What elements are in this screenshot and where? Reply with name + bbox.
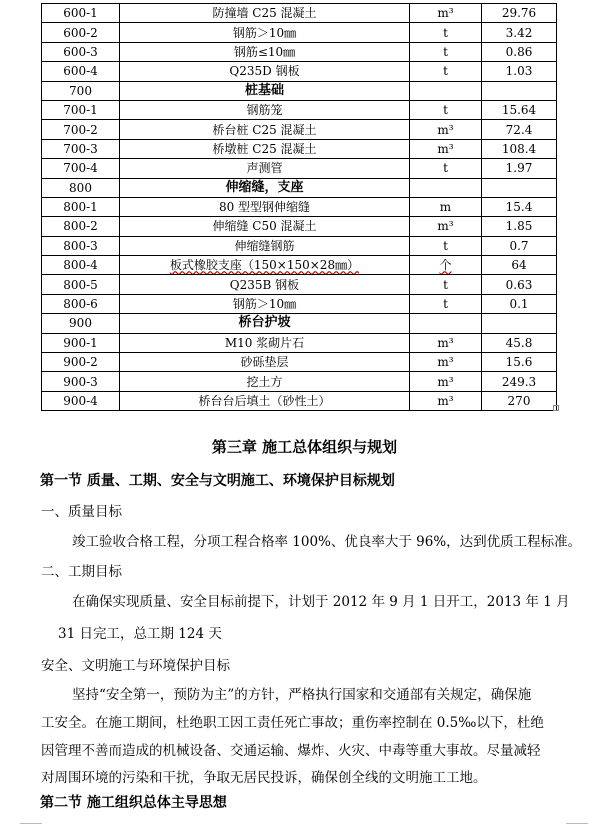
quantity-cell: 64: [482, 256, 557, 275]
unit-cell: [410, 178, 482, 197]
item-name-cell: 钢筋笼: [120, 100, 410, 119]
table-row: [42, 139, 557, 158]
table-row: [42, 62, 557, 81]
item-code-cell: 800: [42, 178, 120, 197]
item-name-cell: 挖土方: [120, 372, 410, 391]
unit-cell: t: [410, 294, 482, 313]
quantity-cell: 45.8: [482, 333, 557, 352]
unit-cell: m³: [410, 139, 482, 158]
item-name-cell: 桩基础: [120, 81, 410, 100]
section-1-title: 第一节 质量、工期、安全与文明施工、环境保护目标规划: [40, 473, 395, 489]
unit-cell: m³: [410, 4, 482, 23]
margin-mark-right: [566, 823, 588, 824]
table-section-row: [42, 81, 557, 100]
item-code-cell: 900-3: [42, 372, 120, 391]
item-name-cell: 钢筋＞10㎜: [120, 23, 410, 42]
item-code-cell: 600-2: [42, 23, 120, 42]
spellcheck-underlined-text: 板式橡胶支座（150×150×28㎜）: [169, 258, 360, 273]
item-name-cell: 伸缩缝，支座: [120, 178, 410, 197]
item-code-cell: 900-1: [42, 333, 120, 352]
table-row: [42, 217, 557, 236]
heading-schedule-goal: 二、工期目标: [41, 564, 122, 580]
table-row: [42, 100, 557, 119]
quantity-cell: [482, 314, 557, 333]
item-name-cell: M10 浆砌片石: [120, 333, 410, 352]
item-name-cell: Q235B 钢板: [120, 275, 410, 294]
table-row: [42, 23, 557, 42]
unit-cell: m³: [410, 217, 482, 236]
unit-cell: t: [410, 62, 482, 81]
table-row: [42, 333, 557, 352]
item-code-cell: 900-2: [42, 353, 120, 372]
item-code-cell: 600-1: [42, 4, 120, 23]
item-code-cell: 700-4: [42, 159, 120, 178]
item-code-cell: 900-4: [42, 391, 120, 410]
unit-cell: [410, 81, 482, 100]
unit-cell: m: [410, 197, 482, 216]
unit-cell: t: [410, 236, 482, 255]
paragraph-safety-line-2: 工安全。在施工期间，杜绝职工因工责任死亡事故；重伤率控制在 0.5‰以下，杜绝: [41, 715, 544, 731]
item-name-cell: 砂砾垫层: [120, 353, 410, 372]
quantity-cell: 15.6: [482, 353, 557, 372]
item-name-cell: 防撞墙 C25 混凝土: [120, 4, 410, 23]
chapter-title: 第三章 施工总体组织与规划: [211, 438, 398, 456]
table-section-row: [42, 314, 557, 333]
item-name-cell: Q235D 钢板: [120, 62, 410, 81]
item-name-cell: 钢筋＞10㎜: [120, 294, 410, 313]
unit-cell: t: [410, 275, 482, 294]
item-name-cell: 桥台护坡: [120, 314, 410, 333]
item-code-cell: 700-3: [42, 139, 120, 158]
unit-cell: t: [410, 100, 482, 119]
item-code-cell: 600-3: [42, 42, 120, 61]
table-row: [42, 197, 557, 216]
unit-cell: t: [410, 23, 482, 42]
item-name-cell: 声测管: [120, 159, 410, 178]
table-row: [42, 372, 557, 391]
unit-cell: m³: [410, 353, 482, 372]
item-code-cell: 700-2: [42, 120, 120, 139]
quantity-cell: 108.4: [482, 139, 557, 158]
item-name-cell: 桥墩桩 C25 混凝土: [120, 139, 410, 158]
unit-cell: m³: [410, 120, 482, 139]
unit-cell: m³: [410, 372, 482, 391]
item-name-cell: 桥台桩 C25 混凝土: [120, 120, 410, 139]
spellcheck-underlined-text: 个: [439, 258, 452, 273]
paragraph-safety-line-3: 因管理不善而造成的机械设备、交通运输、爆炸、火灾、中毒等重大事故。尽量减轻: [41, 743, 541, 759]
item-name-cell: 桥台台后填土（砂性土）: [120, 391, 410, 410]
item-code-cell: 900: [42, 314, 120, 333]
item-code-cell: 800-6: [42, 294, 120, 313]
table-row: [42, 159, 557, 178]
table-resize-handle[interactable]: [553, 405, 559, 411]
table-row: [42, 256, 557, 275]
quantity-cell: 0.1: [482, 294, 557, 313]
paragraph-schedule-goal-line-2: 31 日完工，总工期 124 天: [58, 626, 222, 642]
quantity-cell: 3.42: [482, 23, 557, 42]
table-row: [42, 353, 557, 372]
item-name-cell: [120, 256, 410, 275]
quantity-cell: 1.03: [482, 62, 557, 81]
item-name-cell: 80 型型钢伸缩缝: [120, 197, 410, 216]
item-code-cell: 700: [42, 81, 120, 100]
item-code-cell: 600-4: [42, 62, 120, 81]
section-2-title: 第二节 施工组织总体主导思想: [40, 795, 227, 811]
item-code-cell: 800-4: [42, 256, 120, 275]
table-row: [42, 275, 557, 294]
unit-cell: t: [410, 42, 482, 61]
item-code-cell: 800-2: [42, 217, 120, 236]
unit-cell: m³: [410, 333, 482, 352]
quantity-cell: [482, 81, 557, 100]
table-row: [42, 236, 557, 255]
unit-cell: [410, 256, 482, 275]
item-name-cell: 钢筋≤10㎜: [120, 42, 410, 61]
item-name-cell: 伸缩缝 C50 混凝土: [120, 217, 410, 236]
margin-mark-left: [20, 823, 42, 824]
item-code-cell: 800-3: [42, 236, 120, 255]
table-row: [42, 391, 557, 410]
paragraph-schedule-goal-line-1: 在确保实现质量、安全目标前提下，计划于 2012 年 9 月 1 日开工，2013 年 1 月: [72, 594, 570, 610]
paragraph-safety-line-1: 坚持“安全第一，预防为主”的方针，严格执行国家和交通部有关规定，确保施: [72, 687, 532, 703]
paragraph-safety-line-4: 对周围环境的污染和干扰，争取无居民投诉，确保创全线的文明施工工地。: [41, 770, 487, 786]
table-row: [42, 120, 557, 139]
quantity-cell: 0.63: [482, 275, 557, 294]
table-section-row: [42, 178, 557, 197]
table-row: [42, 4, 557, 23]
item-code-cell: 800-1: [42, 197, 120, 216]
unit-cell: t: [410, 159, 482, 178]
quantity-cell: 72.4: [482, 120, 557, 139]
quantity-table: [41, 3, 557, 411]
unit-cell: m³: [410, 391, 482, 410]
table-row: [42, 294, 557, 313]
item-code-cell: 700-1: [42, 100, 120, 119]
quantity-cell: 15.4: [482, 197, 557, 216]
quantity-cell: 0.7: [482, 236, 557, 255]
quantity-cell: 15.64: [482, 100, 557, 119]
quantity-cell: 0.86: [482, 42, 557, 61]
heading-quality-goal: 一、质量目标: [41, 504, 122, 520]
quantity-cell: 249.3: [482, 372, 557, 391]
item-code-cell: 800-5: [42, 275, 120, 294]
heading-safety-goal: 安全、文明施工与环境保护目标: [41, 658, 230, 674]
item-name-cell: 伸缩缝钢筋: [120, 236, 410, 255]
quantity-cell: 1.85: [482, 217, 557, 236]
quantity-cell: 1.97: [482, 159, 557, 178]
quantity-table-body: [42, 4, 557, 411]
paragraph-quality-goal: 竣工验收合格工程，分项工程合格率 100%、优良率大于 96%，达到优质工程标准。: [72, 534, 582, 550]
table-row: [42, 42, 557, 61]
quantity-cell: 29.76: [482, 4, 557, 23]
quantity-cell: 270: [482, 391, 557, 410]
unit-cell: [410, 314, 482, 333]
quantity-cell: [482, 178, 557, 197]
